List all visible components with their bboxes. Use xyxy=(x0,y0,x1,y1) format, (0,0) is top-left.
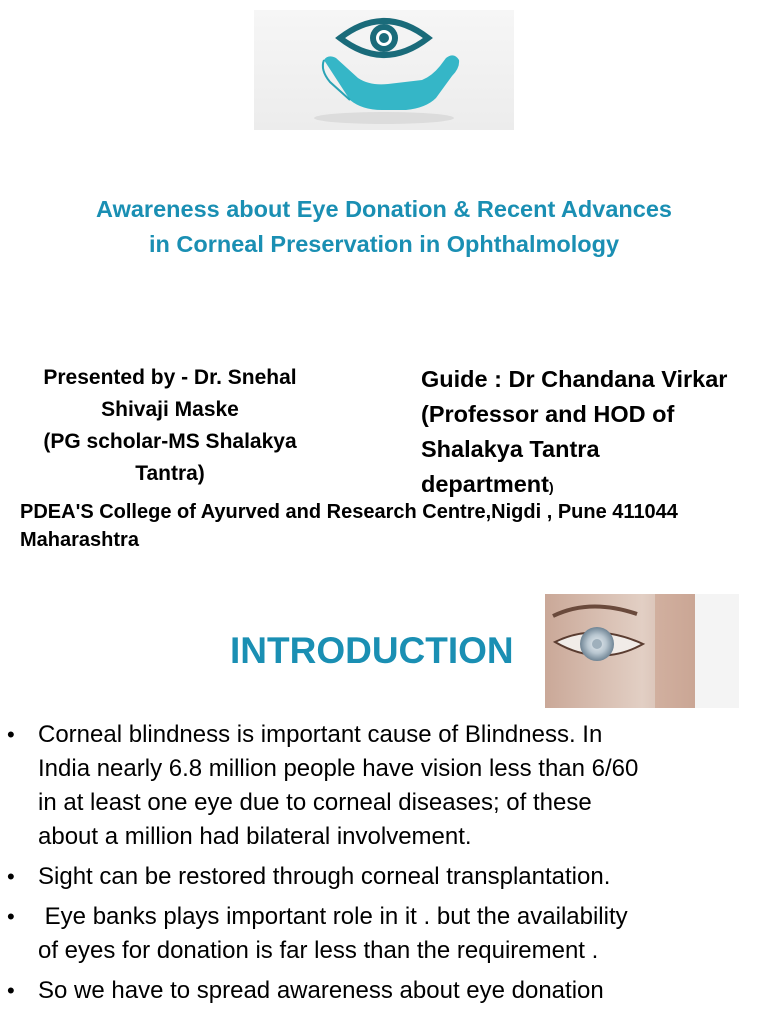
list-item xyxy=(0,718,768,854)
slide-title xyxy=(40,192,728,262)
bullet-1-line-3: in at least one eye due to corneal diseases; of these xyxy=(38,789,592,816)
presenter-line-2: Shivaji Maske xyxy=(101,398,239,421)
presenter-block xyxy=(14,362,326,490)
intro-bullet-list xyxy=(0,718,768,1014)
guide-line-4-text: department xyxy=(421,471,549,497)
list-item xyxy=(0,900,768,968)
list-item xyxy=(0,860,768,894)
guide-block xyxy=(421,362,766,505)
eye-closeup-photo xyxy=(545,594,739,708)
presenter-line-1: Presented by - Dr. Snehal xyxy=(43,366,297,389)
guide-line-3: Shalakya Tantra xyxy=(421,436,600,462)
intro-heading: INTRODUCTION xyxy=(230,630,514,671)
bullet-dot-icon: • xyxy=(7,722,15,747)
bullet-1-line-1: Corneal blindness is important cause of Blindness. In xyxy=(38,721,603,748)
bullet-3-line-1: Eye banks plays important role in it . but the availability xyxy=(38,903,628,930)
college-block xyxy=(20,498,760,554)
title-line-2: in Corneal Preservation in Ophthalmology xyxy=(148,231,620,257)
guide-line-1: Guide : Dr Chandana Virkar xyxy=(421,366,728,392)
college-line-2: Maharashtra xyxy=(20,529,139,551)
bullet-1-line-4: about a million had bilateral involvement. xyxy=(38,823,472,850)
guide-line-2: (Professor and HOD of xyxy=(421,401,675,427)
bullet-1-line-2: India nearly 6.8 million people have vision less than 6/60 xyxy=(38,755,639,782)
bullet-4-line-1: So we have to spread awareness about eye donation xyxy=(38,977,604,1004)
bullet-dot-icon: • xyxy=(7,904,15,929)
college-line-1: PDEA'S College of Ayurved and Research Centre,Nigdi , Pune 411044 xyxy=(20,501,678,523)
eye-in-hand-icon xyxy=(254,10,514,130)
bullet-2-line-1: Sight can be restored through corneal transplantation. xyxy=(38,863,611,890)
bullet-3-line-2: of eyes for donation is far less than the requirement . xyxy=(38,937,599,964)
guide-line-4-suffix: ) xyxy=(548,479,554,495)
title-line-1: Awareness about Eye Donation & Recent Advances xyxy=(96,196,672,222)
logo-box xyxy=(254,10,514,130)
bullet-dot-icon: • xyxy=(7,978,15,1003)
presenter-line-4: Tantra) xyxy=(135,462,205,485)
bullet-dot-icon: • xyxy=(7,864,15,889)
presenter-line-3: (PG scholar-MS Shalakya xyxy=(43,430,297,453)
list-item xyxy=(0,974,768,1008)
